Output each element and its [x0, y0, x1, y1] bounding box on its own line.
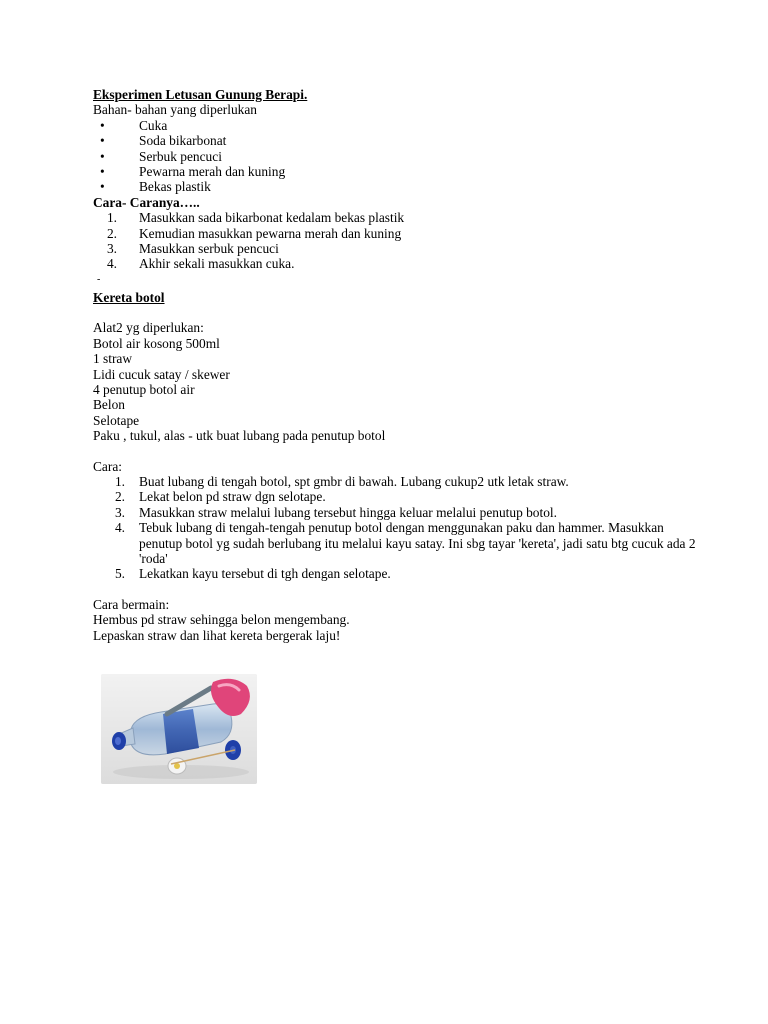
list-item: Belon: [93, 397, 125, 413]
bottle-car-illustration: [101, 674, 257, 784]
step-number: 5.: [114, 566, 125, 582]
step-text: Lekatkan kayu tersebut di tgh dengan selotape.: [139, 566, 391, 582]
step-text: Tebuk lubang di tengah-tengah penutup botol dengan menggunakan paku dan hammer. Masukkan penutup botol yg sudah berlubang itu melalui kayu satay. Ini sbg tayar 'kereta', jadi satu btg cucuk ada 2 'roda': [139, 520, 696, 566]
list-item: • Cuka: [93, 118, 733, 133]
list-item: [93, 241, 733, 256]
bullet-icon: •: [100, 133, 105, 149]
list-item: [93, 210, 733, 225]
materials-heading: Bahan- bahan yang diperlukan: [93, 102, 257, 118]
bullet-icon: •: [100, 164, 105, 180]
tools-heading: Alat2 yg diperlukan:: [93, 320, 204, 336]
list-item: [93, 226, 733, 241]
list-item: [93, 505, 733, 520]
spacer: [93, 305, 733, 320]
list-item: Selotape: [93, 412, 140, 428]
bullet-icon: •: [100, 117, 105, 133]
step-text: Masukkan serbuk pencuci: [139, 241, 279, 257]
list-item: [93, 520, 733, 566]
play-line: Lepaskan straw dan lihat kereta bergerak laju!: [93, 627, 341, 643]
tools-list: [93, 336, 733, 444]
step-number: 2.: [114, 489, 125, 505]
step-text: Masukkan straw melalui lubang tersebut hingga keluar melalui penutup botol.: [139, 504, 557, 520]
steps-list: [93, 210, 733, 272]
play-heading: Cara bermain:: [93, 596, 170, 612]
step-number: 2.: [106, 225, 117, 241]
step-text: Akhir sekali masukkan cuka.: [139, 256, 295, 272]
spacer: [93, 444, 733, 459]
experiment-title: Eksperimen Letusan Gunung Berapi.: [93, 87, 308, 102]
list-item: • Serbuk pencuci: [93, 149, 733, 164]
bullet-icon: •: [100, 179, 105, 195]
step-number: 4.: [114, 520, 125, 536]
document-page: [93, 87, 733, 643]
step-number: 3.: [106, 241, 117, 257]
list-item: Lidi cucuk satay / skewer: [93, 366, 230, 382]
step-text: Kemudian masukkan pewarna merah dan kuning: [139, 225, 402, 241]
step-number: 3.: [114, 504, 125, 520]
step-number: 1.: [106, 210, 117, 226]
list-item: 1 straw: [93, 351, 133, 367]
list-item: Botol air kosong 500ml: [93, 335, 220, 351]
dash-marker: -: [97, 273, 101, 285]
list-item: • Bekas plastik: [93, 179, 733, 194]
method-heading: Cara:: [93, 458, 122, 474]
step-text: Buat lubang di tengah botol, spt gmbr di bawah. Lubang cukup2 utk letak straw.: [139, 473, 569, 489]
spacer: [93, 582, 733, 597]
steps-heading: Cara- Caranya…..: [93, 194, 200, 210]
play-line: Hembus pd straw sehingga belon mengembang.: [93, 612, 350, 628]
step-number: 1.: [114, 473, 125, 489]
step-number: 4.: [106, 256, 117, 272]
step-text: Lekat belon pd straw dgn selotape.: [139, 489, 326, 505]
bottle-car-photo: [101, 674, 257, 784]
bullet-icon: •: [100, 148, 105, 164]
materials-list: [93, 118, 733, 195]
list-item: Paku , tukul, alas - utk buat lubang pada penutup botol: [93, 428, 386, 444]
list-item: [93, 489, 733, 504]
list-item: [93, 256, 733, 271]
car-title: Kereta botol: [93, 289, 165, 305]
list-item: [93, 474, 733, 489]
list-item: • Pewarna merah dan kuning: [93, 164, 733, 179]
method-list: [93, 474, 733, 582]
list-item: 4 penutup botol air: [93, 381, 195, 397]
step-text: Masukkan sada bikarbonat kedalam bekas plastik: [139, 210, 405, 226]
list-item: [93, 566, 733, 581]
list-item: • Soda bikarbonat: [93, 133, 733, 148]
